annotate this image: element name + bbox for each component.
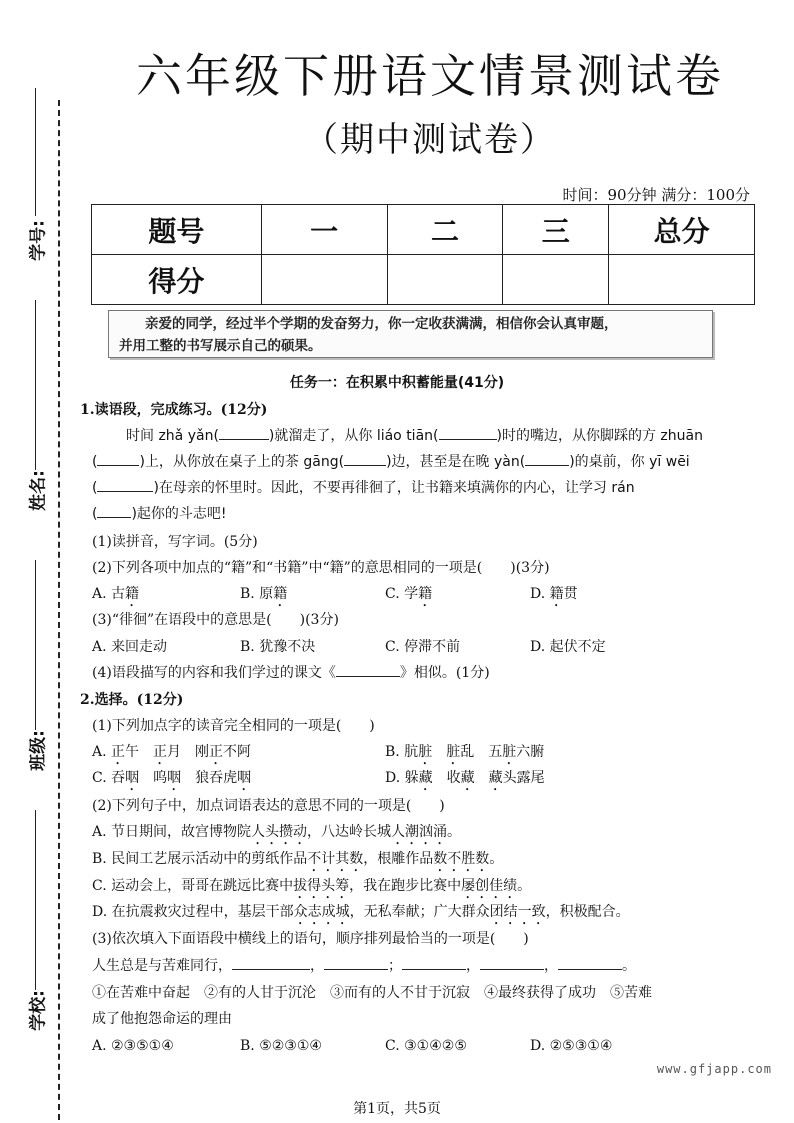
score-value-row xyxy=(92,255,755,305)
q2-sub1-option[interactable]: A. 正午 正月 刚正不阿 xyxy=(92,744,252,760)
class-line xyxy=(35,560,36,730)
school-line xyxy=(35,810,36,990)
para-text: )边，甚至是在晚 yàn( xyxy=(386,454,526,470)
header-cell: 一 xyxy=(261,205,387,255)
answer-blank[interactable] xyxy=(402,956,466,970)
q1-sub3-option[interactable]: D. 起伏不定 xyxy=(530,639,606,655)
answer-blank[interactable] xyxy=(480,956,544,970)
page-subtitle: （期中测试卷） xyxy=(304,120,556,160)
school-label: 学校: xyxy=(28,990,49,1031)
q2-sub2-option[interactable]: C. 运动会上，哥哥在跳远比赛中拔得头筹，我在跑步比赛中屡创佳绩。 xyxy=(92,878,532,894)
score-cell[interactable] xyxy=(261,255,387,305)
q2-sub3-option[interactable]: C. ③①④②⑤ xyxy=(385,1038,467,1054)
intro-line: 并用工整的书写展示自己的硕果。 xyxy=(119,338,322,354)
answer-blank[interactable] xyxy=(439,426,497,440)
student-id-line xyxy=(35,88,36,216)
time-info: 时间：90分钟 满分：100分 xyxy=(562,186,750,204)
answer-blank[interactable] xyxy=(324,956,388,970)
para-text: ( xyxy=(92,506,98,522)
intro-line: 亲爱的同学，经过半个学期的发奋努力，你一定收获满满，相信你会认真审题， xyxy=(145,316,618,332)
para-text: )时的嘴边，从你脚踩的方 zhuān xyxy=(496,428,703,444)
q2-sub3-items: 成了他抱怨命运的理由 xyxy=(92,1011,232,1027)
watermark: www.gfjapp.com xyxy=(656,1062,772,1076)
para-text: ( xyxy=(92,454,98,470)
q2-sub3-option[interactable]: D. ②⑤③①④ xyxy=(530,1038,613,1054)
q2-sub1-option[interactable]: B. 肮脏 脏乱 五脏六腑 xyxy=(385,744,545,760)
q1-sub1: (1)读拼音，写字词。(5分) xyxy=(92,534,258,550)
q1-sub2-option[interactable]: B. 原籍 xyxy=(240,586,288,602)
header-cell: 题号 xyxy=(92,205,262,255)
answer-blank[interactable] xyxy=(97,452,139,466)
q2-sub1-option[interactable]: C. 吞咽 呜咽 狼吞虎咽 xyxy=(92,770,252,786)
student-id-label: 学号: xyxy=(28,220,49,261)
page-title: 六年级下册语文情景测试卷 xyxy=(136,49,724,103)
answer-blank[interactable] xyxy=(558,956,622,970)
q1-sub2-option[interactable]: D. 籍贯 xyxy=(530,586,578,602)
q2-sub2-option[interactable]: B. 民间工艺展示活动中的剪纸作品不计其数，根雕作品数不胜数。 xyxy=(92,851,504,867)
q1-sub4: (4)语段描写的内容和我们学过的课文《 》相似。(1分) xyxy=(92,665,490,681)
score-cell[interactable] xyxy=(609,255,755,305)
q1-sub3-option[interactable]: A. 来回走动 xyxy=(92,639,168,655)
answer-blank[interactable] xyxy=(232,956,310,970)
class-label: 班级: xyxy=(28,730,49,771)
answer-blank[interactable] xyxy=(344,452,386,466)
header-cell: 二 xyxy=(387,205,503,255)
q1-sub2-option[interactable]: C. 学籍 xyxy=(385,586,433,602)
q2-sub1: (1)下列加点字的读音完全相同的一项是( ) xyxy=(92,718,375,734)
q1-sub2-option[interactable]: A. 古籍 xyxy=(92,586,140,602)
para-text: )就溜走了，从你 liáo tiān( xyxy=(268,428,439,444)
q2-sub3-option[interactable]: B. ⑤②③①④ xyxy=(240,1038,322,1054)
q2-sub3-option[interactable]: A. ②③⑤①④ xyxy=(92,1038,174,1054)
score-header-row xyxy=(92,205,755,255)
score-cell[interactable] xyxy=(503,255,609,305)
q1-para-line xyxy=(92,452,690,472)
score-table xyxy=(91,204,755,305)
q2-sub2-option[interactable]: A. 节日期间，故宫博物院人头攒动，八达岭长城人潮汹涌。 xyxy=(92,824,462,840)
q1-sub3-option[interactable]: C. 停滞不前 xyxy=(385,639,461,655)
q1-para-line xyxy=(92,504,227,524)
header-cell: 三 xyxy=(503,205,609,255)
name-label: 姓名: xyxy=(28,470,49,511)
para-text: ( xyxy=(92,480,98,496)
answer-blank[interactable] xyxy=(219,426,269,440)
cut-line xyxy=(58,100,60,1120)
q1-header: 1.读语段，完成练习。(12分) xyxy=(80,402,268,418)
answer-blank[interactable] xyxy=(97,478,153,492)
q2-sub2: (2)下列句子中，加点词语表达的意思不同的一项是( ) xyxy=(92,798,445,814)
score-row-label: 得分 xyxy=(92,255,262,305)
para-text: )起你的斗志吧! xyxy=(131,506,227,522)
answer-blank[interactable] xyxy=(336,663,400,677)
para-text: )上，从你放在桌子上的茶 gāng( xyxy=(139,454,345,470)
q2-sub1-option[interactable]: D. 躲藏 收藏 藏头露尾 xyxy=(385,770,545,786)
para-text: )在母亲的怀里时。因此，不要再徘徊了，让书籍来填满你的内心，让学习 rán xyxy=(153,480,635,496)
page-number: 第1页，共5页 xyxy=(353,1101,441,1117)
intro-box xyxy=(108,310,713,358)
q1-para-line xyxy=(92,478,635,498)
q2-header: 2.选择。(12分) xyxy=(80,692,184,708)
q2-sub2-option[interactable]: D. 在抗震救灾过程中，基层干部众志成城，无私奉献；广大群众团结一致，积极配合。 xyxy=(92,904,630,920)
para-text: )的桌前，你 yī wēi xyxy=(569,454,690,470)
q1-sub3: (3)“徘徊”在语段中的意思是( )(3分) xyxy=(92,612,339,628)
q1-sub2: (2)下列各项中加点的“籍”和“书籍”中“籍”的意思相同的一项是( )(3分) xyxy=(92,560,550,576)
para-text: 时间 zhǎ yǎn( xyxy=(126,428,219,444)
q2-sub3-lead: 人生总是与苦难同行， ， ； ， ， 。 xyxy=(92,958,636,974)
binding-strip xyxy=(0,0,66,1123)
score-cell[interactable] xyxy=(387,255,503,305)
q1-para-line xyxy=(126,426,703,446)
q2-sub3-items: ①在苦难中奋起 ②有的人甘于沉沦 ③而有的人不甘于沉寂 ④最终获得了成功 ⑤苦难 xyxy=(92,985,652,1001)
answer-blank[interactable] xyxy=(525,452,569,466)
answer-blank[interactable] xyxy=(97,504,131,518)
q1-sub3-option[interactable]: B. 犹豫不决 xyxy=(240,639,316,655)
header-cell: 总分 xyxy=(609,205,755,255)
task1-heading: 任务一：在积累中积蓄能量(41分) xyxy=(289,375,505,391)
q2-sub3: (3)依次填入下面语段中横线上的语句，顺序排列最恰当的一项是( ) xyxy=(92,931,529,947)
